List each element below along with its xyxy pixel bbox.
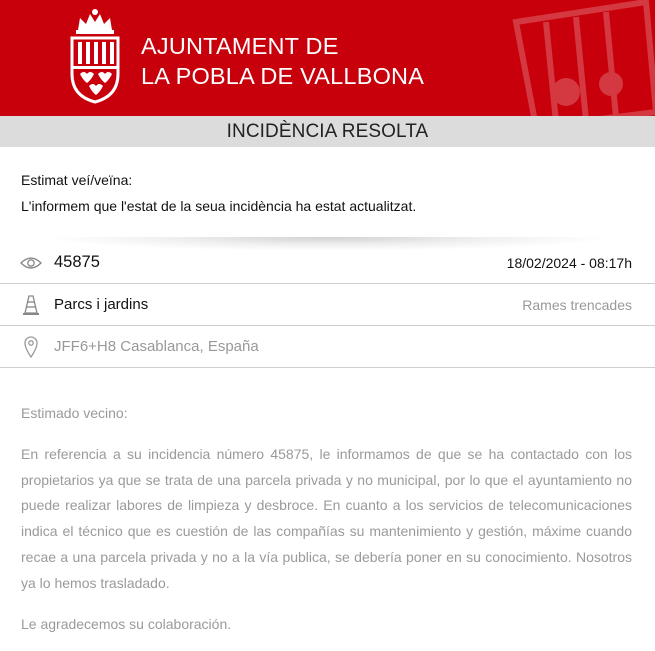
municipality-name-line2: LA POBLA DE VALLBONA	[141, 63, 425, 89]
traffic-cone-icon	[20, 294, 42, 316]
municipality-name	[141, 31, 424, 91]
intro-message	[0, 147, 655, 237]
intro-text: L'informem que l'estat de la seua incidència ha estat actualitzat.	[21, 198, 417, 214]
incident-datetime: 18/02/2024 - 08:17h	[506, 254, 632, 271]
location-pin-icon	[20, 336, 42, 358]
incident-location-row	[0, 326, 655, 368]
incident-category-row	[0, 284, 655, 326]
coat-of-arms-icon	[66, 8, 124, 104]
response-closing: Le agradecemos su colaboración.	[21, 615, 232, 632]
response-message	[0, 368, 655, 637]
response-greeting: Estimado vecino:	[21, 405, 128, 421]
incident-location: JFF6+H8 Casablanca, España	[54, 338, 259, 355]
incident-subcategory: Rames trencades	[522, 296, 632, 313]
response-body: En referencia a su incidencia número 45875, le informamos de que se ha contactado con los propietarios ya que se trata de una parcela privada y no municipal, por lo que el ayuntamiento no puede realizar labores de limpieza y desbroce. En cuanto a los servicios de telecomunicaciones indica el técnico que es cuestión de las compañías su mantenimiento y gestión, máxime cuando recae a una parcela privada y no a la vía publica, se debería poner en su conocimiento. Nosotros ya lo hemos trasladado.	[21, 445, 632, 591]
incident-category: Parcs i jardins	[54, 296, 149, 313]
incident-number: 45875	[54, 253, 100, 271]
intro-greeting: Estimat veí/veïna:	[21, 172, 133, 188]
page-title: INCIDÈNCIA RESOLTA	[0, 116, 655, 147]
incident-number-row	[0, 242, 655, 284]
municipality-name-line1: AJUNTAMENT DE	[141, 33, 339, 59]
header-banner	[0, 0, 655, 116]
eye-icon	[20, 256, 42, 270]
coat-of-arms-watermark-icon	[496, 0, 655, 116]
